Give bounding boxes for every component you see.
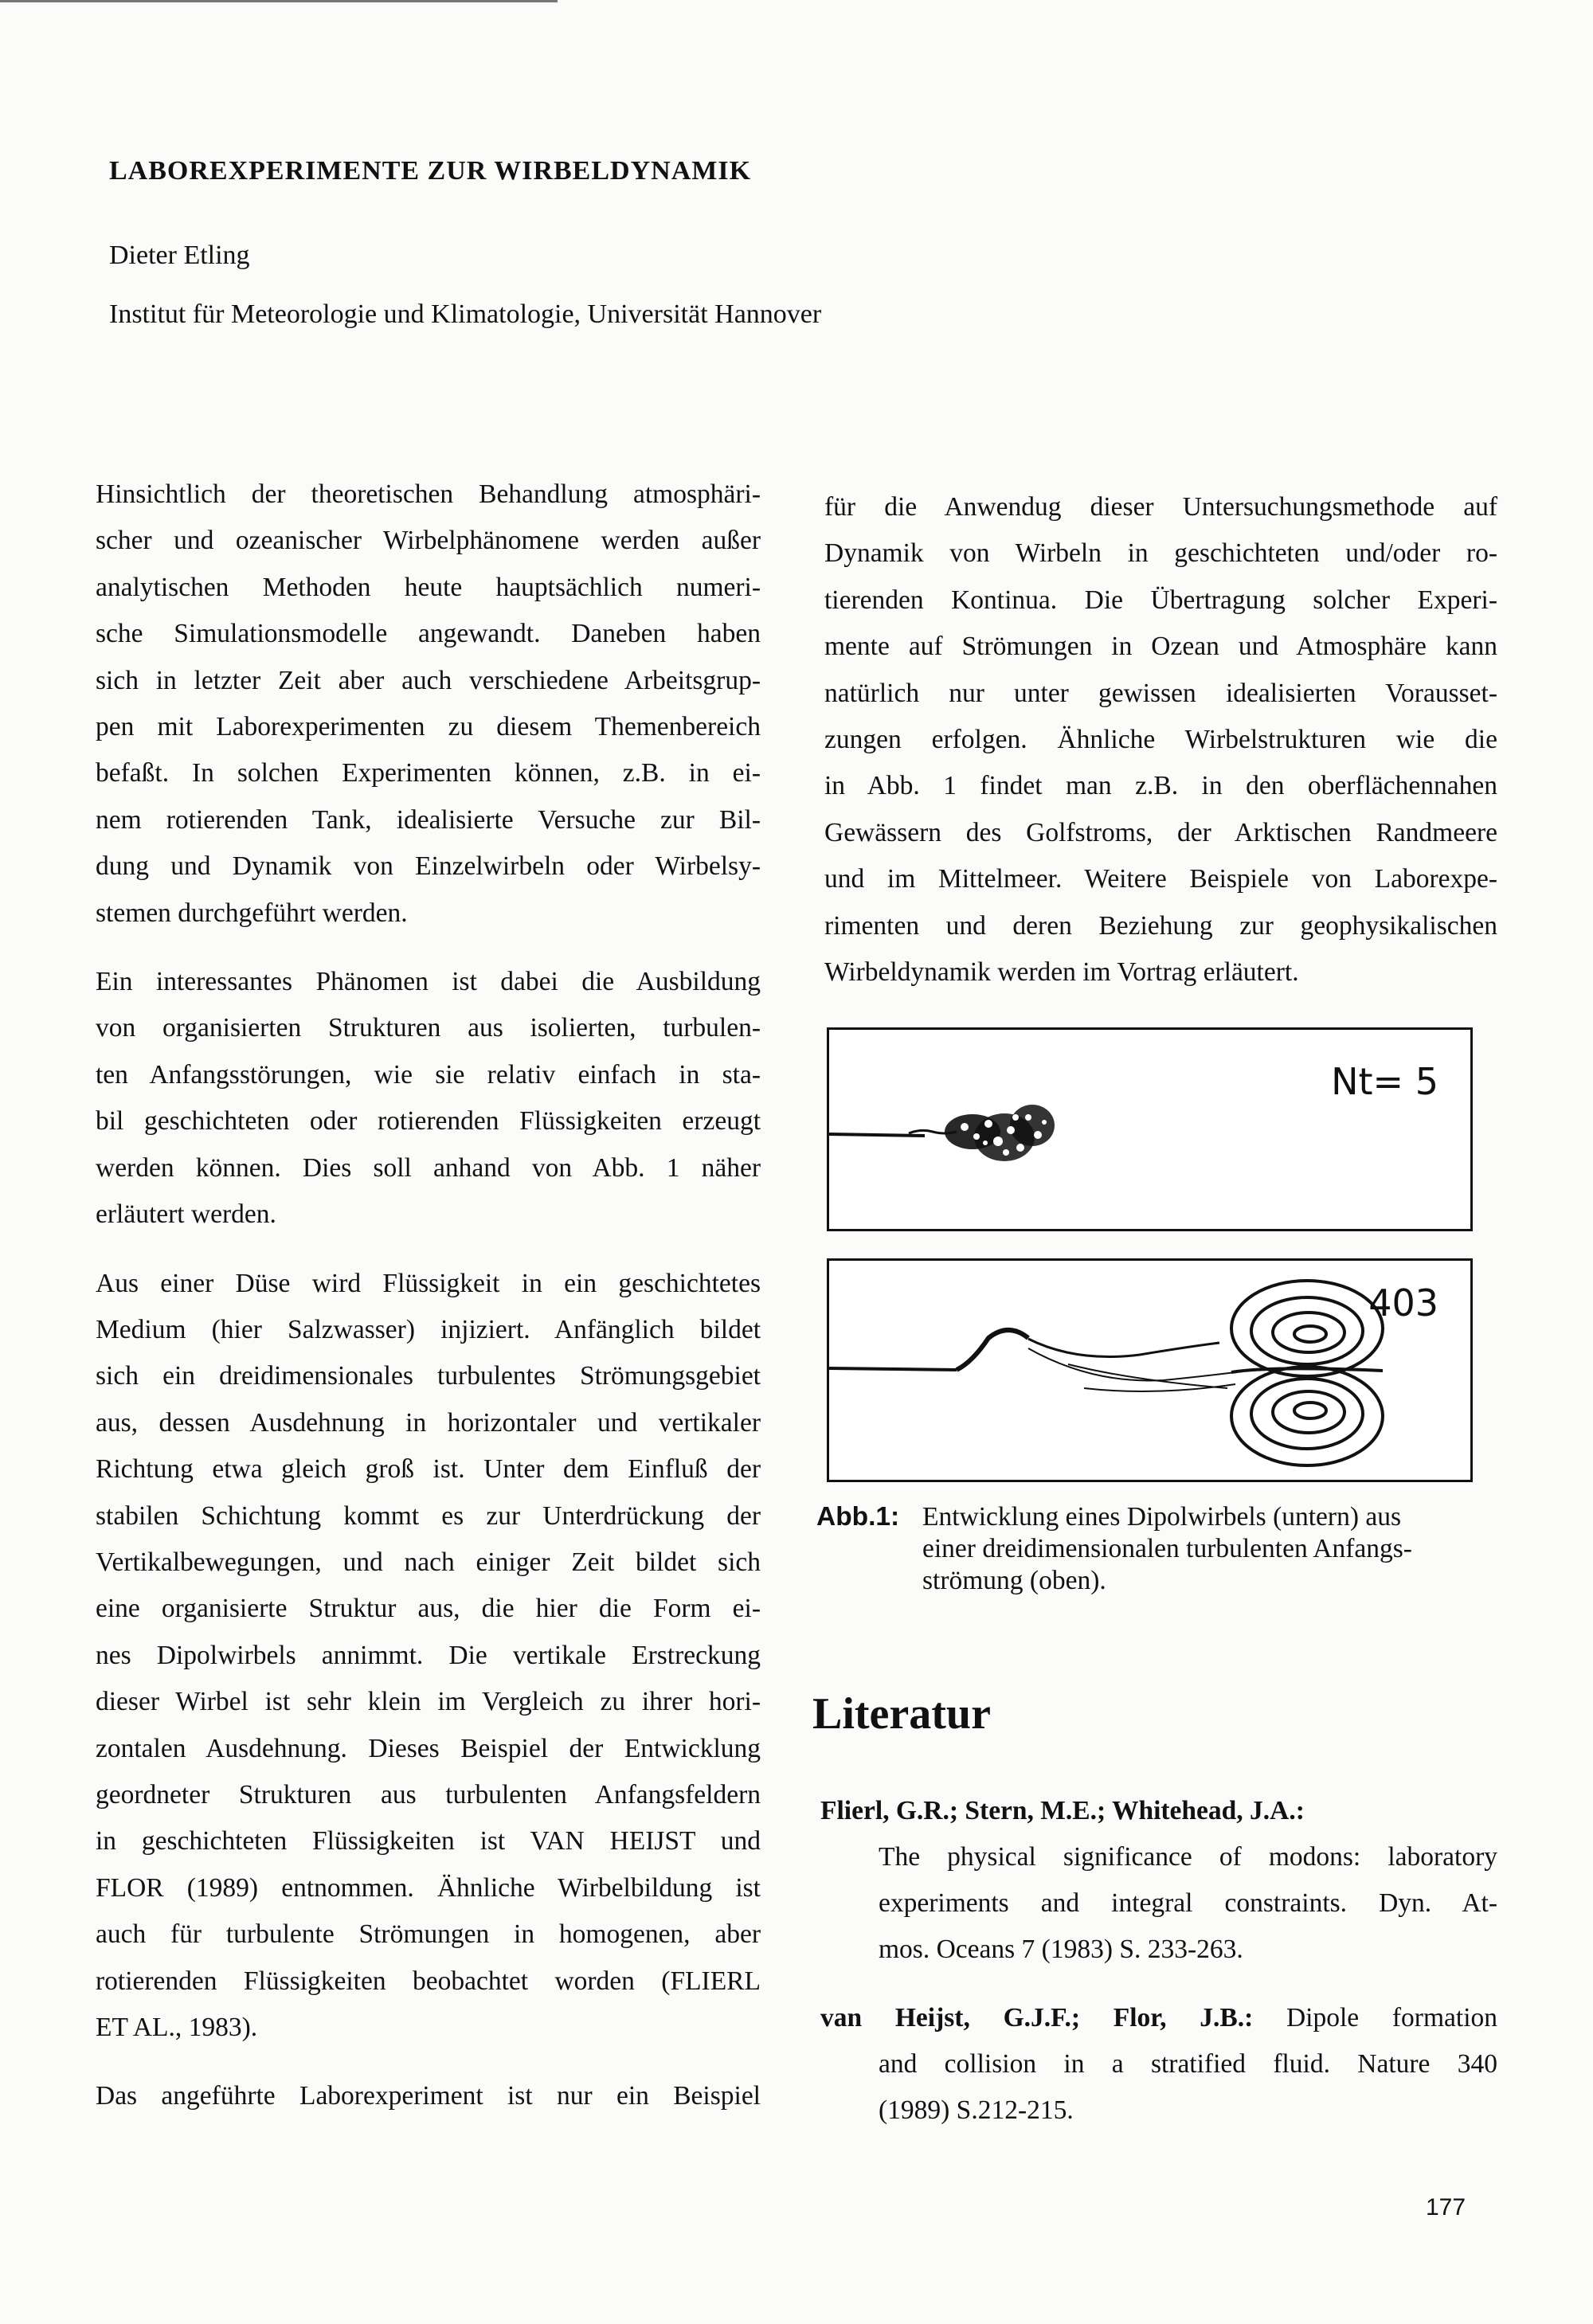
reference-van-heijst [820,1995,1497,2134]
text-line: eine organisierte Struktur aus, die hier die Form ei- [96,1594,761,1624]
text-line: Gewässern des Golfstroms, der Arktischen Randmeere [824,817,1497,847]
reference-line: The physical significance of modons: laboratory [879,1842,1497,1872]
text-line: nem rotierenden Tank, idealisierte Versuche zur Bil- [96,804,761,835]
caption-line: Entwicklung eines Dipolwirbels (untern) aus [922,1502,1402,1532]
text-line: Aus einer Düse wird Flüssigkeit in ein geschichtetes [96,1268,761,1298]
text-line: Wirbeldynamik werden im Vortrag erläutert. [824,957,1299,988]
literature-heading: Literatur [812,1689,991,1739]
reference-line: experiments and integral constraints. Dyn. At- [879,1888,1497,1918]
figure-panel-turbulent [827,1027,1473,1231]
paragraph-3 [96,1261,761,2052]
text-line: sich in letzter Zeit aber auch verschiedene Arbeitsgrup- [96,665,761,695]
text-line: zontalen Ausdehnung. Dieses Beispiel der Entwicklung [96,1733,761,1763]
text-line: Hinsichtlich der theoretischen Behandlung atmosphäri- [96,479,761,509]
top-rule [0,0,558,2]
text-line: natürlich nur unter gewissen idealisierten Vorausset- [824,678,1497,708]
reference-line: mos. Oceans 7 (1983) S. 233-263. [879,1935,1243,1964]
text-line: aus, dessen Ausdehnung in horizontaler und vertikaler [96,1407,761,1438]
text-line: geordneter Strukturen aus turbulenten Anfangsfeldern [96,1779,761,1810]
panel-label-nt: Nt= 5 [1331,1060,1438,1103]
text-line: sich ein dreidimensionales turbulentes Strömungsgebiet [96,1361,761,1391]
text-line: sche Simulationsmodelle angewandt. Daneben haben [96,619,761,649]
text-line: befaßt. In solchen Experimenten können, z.B. in ei- [96,758,761,788]
paragraph-5 [824,484,1497,996]
text-line: mente auf Strömungen in Ozean und Atmosphäre kann [824,632,1497,662]
text-line: rotierenden Flüssigkeiten beobachtet worden (FLIERL [96,1966,761,1996]
text-line: ET AL., 1983). [96,2013,258,2042]
text-line: analytischen Methoden heute hauptsächlich numeri- [96,572,761,602]
right-column [824,484,1497,996]
paragraph-1 [96,471,761,937]
text-line: zungen erfolgen. Ähnliche Wirbelstrukturen wie die [824,725,1497,755]
text-line: für die Anwendug dieser Untersuchungsmethode auf [824,492,1497,522]
text-line: Ein interessantes Phänomen ist dabei die Ausbildung [96,967,761,997]
panel-label-time: 403 [1368,1281,1438,1324]
text-line: von organisierten Strukturen aus isolierten, turbulen- [96,1013,761,1043]
paragraph-2 [96,959,761,1238]
text-line: rimenten und deren Beziehung zur geophysikalischen [824,910,1497,941]
author-name: Dieter Etling [109,241,250,270]
text-line: dung und Dynamik von Einzelwirbeln oder Wirbelsy- [96,851,761,882]
paper-title: LABOREXPERIMENTE ZUR WIRBELDYNAMIK [109,156,752,186]
page-number: 177 [1426,2194,1466,2220]
text-line: Medium (hier Salzwasser) injiziert. Anfänglich bildet [96,1314,761,1344]
caption-label: Abb.1: [816,1502,900,1532]
text-line: Vertikalbewegungen, und nach einiger Zeit bildet sich [96,1547,761,1577]
text-line: FLOR (1989) entnommen. Ähnliche Wirbelbildung ist [96,1872,761,1903]
reference-line: (1989) S.212-215. [879,2095,1074,2125]
caption-line: einer dreidimensionalen turbulenten Anfangs- [922,1534,1412,1563]
text-line: in Abb. 1 findet man z.B. in den oberflächennahen [824,771,1497,801]
text-line: tierenden Kontinua. Die Übertragung solcher Experi- [824,585,1497,615]
reference-title-start: Dipole formation [1286,2003,1498,2033]
text-line: stabilen Schichtung kommt es zur Unterdrückung der [96,1500,761,1531]
text-line: scher und ozeanischer Wirbelphänomene werden außer [96,526,761,556]
institution: Institut für Meteorologie und Klimatologie, Universität Hannover [109,299,822,329]
text-line: ten Anfangsstörungen, wie sie relativ einfach in sta- [96,1059,761,1090]
caption-text [922,1501,1504,1597]
text-line: dieser Wirbel ist sehr klein im Vergleich zu ihrer hori- [96,1687,761,1717]
reference-flierl [820,1788,1497,1973]
reference-authors: Flierl, G.R.; Stern, M.E.; Whitehead, J.A.: [820,1796,1305,1825]
reference-authors: van Heijst, G.J.F.; Flor, J.B.: [820,2003,1254,2033]
text-line: Das angeführte Laborexperiment ist nur ein Beispiel [96,2081,761,2111]
caption-line: strömung (oben). [922,1566,1106,1595]
left-column [96,471,761,2120]
text-line: Richtung etwa gleich groß ist. Unter dem Einfluß der [96,1454,761,1485]
paragraph-4 [96,2073,761,2119]
text-line: pen mit Laborexperimenten zu diesem Themenbereich [96,712,761,742]
text-line: und im Mittelmeer. Weitere Beispiele von Laborexpe- [824,864,1497,894]
text-line: bil geschichteten oder rotierenden Flüssigkeiten erzeugt [96,1106,761,1137]
text-line: auch für turbulente Strömungen in homogenen, aber [96,1919,761,1950]
text-line: in geschichteten Flüssigkeiten ist VAN HEIJST und [96,1826,761,1856]
text-line: erläutert werden. [96,1199,276,1230]
text-line: werden können. Dies soll anhand von Abb. 1 näher [96,1152,761,1183]
text-line: nes Dipolwirbels annimmt. Die vertikale Erstreckung [96,1640,761,1670]
reference-first-line [820,1995,1497,2041]
text-line: stemen durchgeführt werden. [96,898,408,928]
figure-panel-dipole [827,1258,1473,1482]
text-line: Dynamik von Wirbeln in geschichteten und/oder ro- [824,538,1497,569]
reference-line: and collision in a stratified fluid. Nature 340 [879,2049,1497,2079]
